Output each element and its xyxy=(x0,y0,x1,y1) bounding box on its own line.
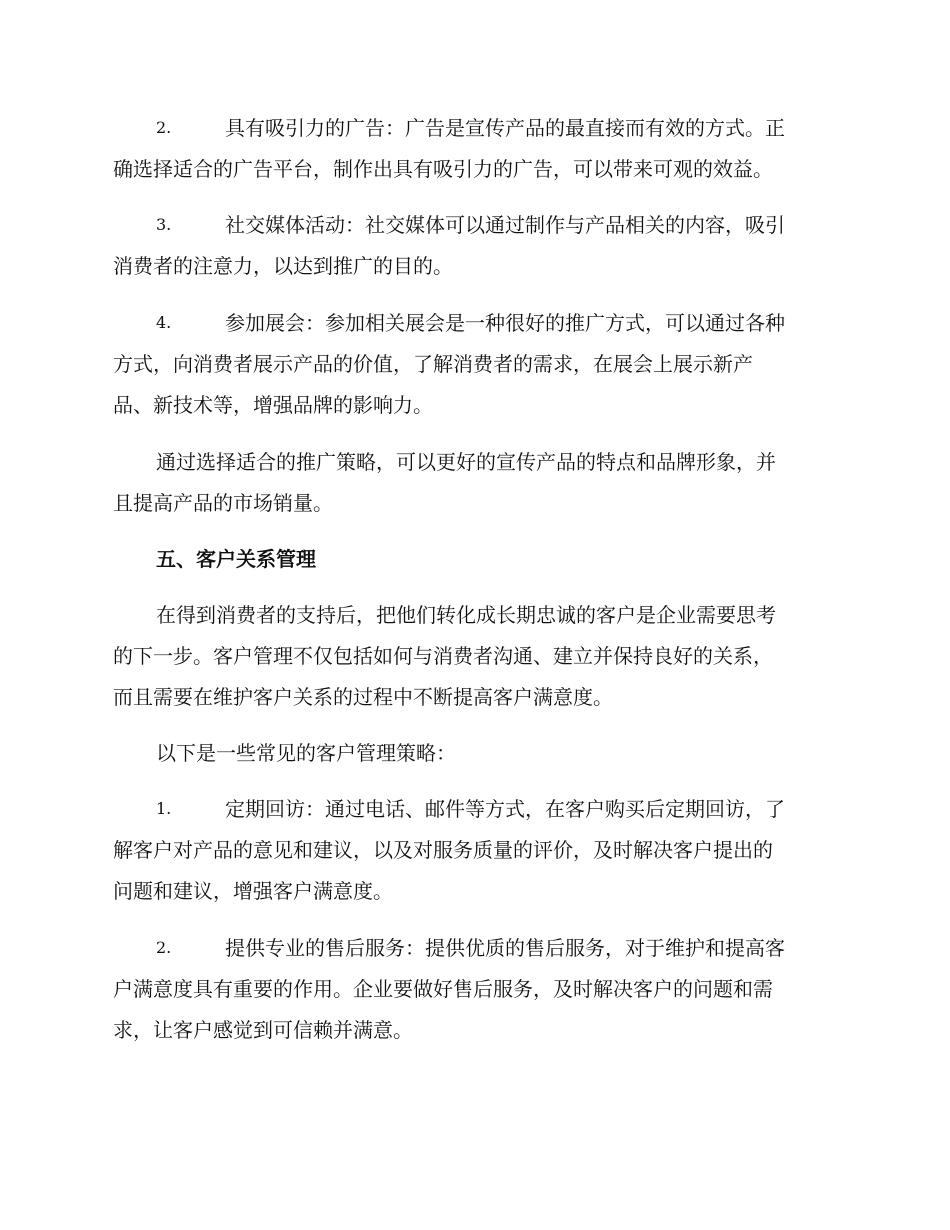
paragraph-line: 且提高产品的市场销量。 xyxy=(113,491,333,515)
list-item-line: 户满意度具有重要的作用。企业要做好售后服务，及时解决客户的问题和需 xyxy=(113,977,773,1001)
paragraph-first-line: 在得到消费者的支持后，把他们转化成长期忠诚的客户是企业需要思考 xyxy=(156,603,776,627)
list-item-first-line: 定期回访：通过电话、邮件等方式，在客户购买后定期回访，了 xyxy=(225,797,785,821)
list-item-number: 4. xyxy=(156,313,172,332)
list-item-line: 解客户对产品的意见和建议，以及对服务质量的评价，及时解决客户提出的 xyxy=(113,838,773,862)
list-item-line: 问题和建议，增强客户满意度。 xyxy=(113,879,393,903)
list-item-first-line: 提供专业的售后服务：提供优质的售后服务，对于维护和提高客 xyxy=(225,936,785,960)
list-item-line: 方式，向消费者展示产品的价值，了解消费者的需求，在展会上展示新产 xyxy=(113,352,753,376)
list-item-line: 消费者的注意力，以达到推广的目的。 xyxy=(113,254,453,278)
list-item-first-line: 社交媒体活动：社交媒体可以通过制作与产品相关的内容，吸引 xyxy=(225,213,785,237)
paragraph-line: 而且需要在维护客户关系的过程中不断提高客户满意度。 xyxy=(113,685,613,709)
strategies-intro: 以下是一些常见的客户管理策略： xyxy=(156,741,456,765)
list-item-number: 2. xyxy=(156,938,172,957)
list-item-number: 3. xyxy=(156,215,172,234)
paragraph-first-line: 通过选择适合的推广策略，可以更好的宣传产品的特点和品牌形象，并 xyxy=(156,450,776,474)
list-item-line: 品、新技术等，增强品牌的影响力。 xyxy=(113,393,433,417)
list-item-first-line: 具有吸引力的广告：广告是宣传产品的最直接而有效的方式。正 xyxy=(225,116,785,140)
section-heading: 五、客户关系管理 xyxy=(156,547,316,571)
list-item-line: 求，让客户感觉到可信赖并满意。 xyxy=(113,1018,413,1042)
paragraph-line: 的下一步。客户管理不仅包括如何与消费者沟通、建立并保持良好的关系， xyxy=(113,644,773,668)
list-item-number: 1. xyxy=(156,799,172,818)
list-item-first-line: 参加展会：参加相关展会是一种很好的推广方式，可以通过各种 xyxy=(225,311,785,335)
list-item-number: 2. xyxy=(156,118,172,137)
list-item-line: 确选择适合的广告平台，制作出具有吸引力的广告，可以带来可观的效益。 xyxy=(113,157,773,181)
